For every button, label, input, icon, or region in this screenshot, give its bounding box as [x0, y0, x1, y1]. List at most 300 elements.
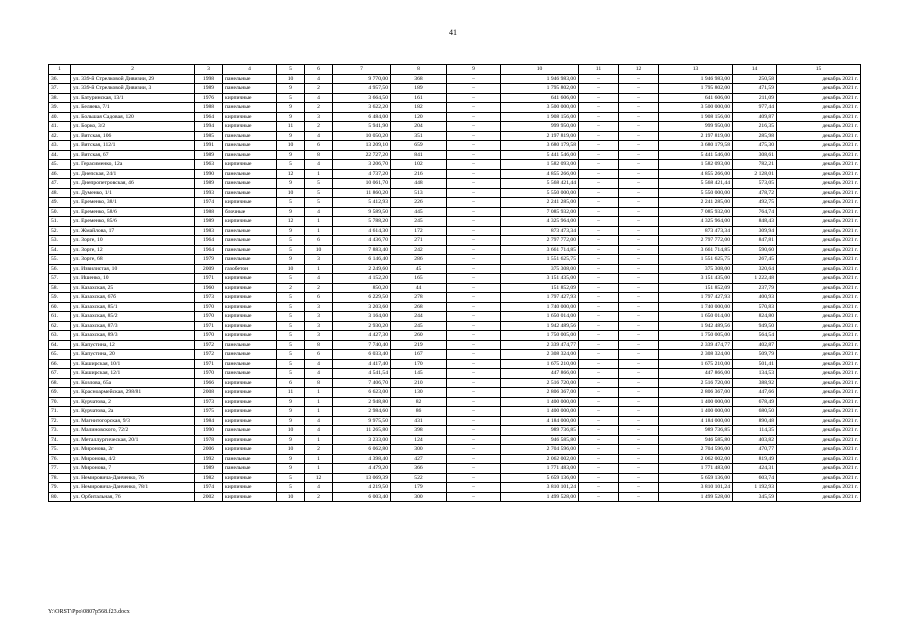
table-cell: – — [447, 141, 501, 151]
table-cell: – — [579, 464, 619, 474]
table-cell: декабрь 2021 г. — [777, 198, 861, 208]
table-cell: 300 — [391, 445, 447, 455]
table-cell: декабрь 2021 г. — [777, 226, 861, 236]
table-row — [49, 207, 861, 217]
table-cell: 3 661 714,85 — [659, 245, 733, 255]
page-number: 41 — [449, 28, 457, 37]
table-cell: 949,50 — [733, 321, 777, 331]
table-cell: ул. Каширская, 12/1 — [71, 369, 195, 379]
table-cell: 44. — [49, 150, 71, 160]
table-cell: – — [619, 160, 659, 170]
table-cell: 286 — [391, 255, 447, 265]
table-cell: 9 770,00 — [333, 74, 391, 84]
table-cell: 2 948,80 — [333, 397, 391, 407]
column-header: 8 — [391, 65, 447, 75]
table-cell: – — [447, 350, 501, 360]
table-row — [49, 321, 861, 331]
table-cell: – — [579, 388, 619, 398]
table-cell: 366 — [391, 464, 447, 474]
table-cell: – — [447, 464, 501, 474]
table-cell: – — [447, 378, 501, 388]
table-cell: – — [619, 74, 659, 84]
table-cell: панельные — [223, 226, 277, 236]
table-cell: 38. — [49, 93, 71, 103]
table-cell: кирпичные — [223, 160, 277, 170]
table-cell: декабрь 2021 г. — [777, 112, 861, 122]
table-cell: 2 797 772,00 — [659, 236, 733, 246]
table-cell: – — [619, 464, 659, 474]
table-cell: 179 — [391, 483, 447, 493]
table-cell: ул. 339-й Стрелковой Дивизии, 29 — [71, 74, 195, 84]
table-cell: 5 550 000,00 — [659, 188, 733, 198]
table-cell: 3 810 101,24 — [501, 483, 579, 493]
table-row — [49, 274, 861, 284]
table-cell: – — [579, 131, 619, 141]
table-cell: 1964 — [195, 245, 223, 255]
table-cell: – — [619, 245, 659, 255]
table-cell: кирпичные — [223, 274, 277, 284]
table-cell: 1983 — [195, 226, 223, 236]
table-cell: 2 241 285,00 — [659, 198, 733, 208]
table-cell: – — [579, 340, 619, 350]
table-cell: – — [447, 454, 501, 464]
table-cell: 1 — [305, 226, 333, 236]
table-cell: 9 — [277, 435, 305, 445]
table-cell: 403,82 — [733, 435, 777, 445]
table-cell: 12 — [277, 217, 305, 227]
table-cell: 6 062,80 — [333, 445, 391, 455]
table-cell: 590,60 — [733, 245, 777, 255]
table-cell: 63. — [49, 331, 71, 341]
table-cell: – — [619, 445, 659, 455]
table-cell: – — [447, 74, 501, 84]
table-cell: 2 516 720,00 — [501, 378, 579, 388]
header-row — [49, 65, 861, 75]
table-cell: 492,75 — [733, 198, 777, 208]
column-header: 14 — [733, 65, 777, 75]
table-cell: 375 308,00 — [501, 264, 579, 274]
table-cell: – — [447, 397, 501, 407]
table-cell: 3 — [305, 331, 333, 341]
table-cell: панельные — [223, 169, 277, 179]
table-cell: 165 — [391, 274, 447, 284]
table-cell: 345,59 — [733, 492, 777, 502]
table-cell: 424,31 — [733, 464, 777, 474]
table-cell: 351 — [391, 131, 447, 141]
table-cell: 946 585,80 — [659, 435, 733, 445]
table-cell: ул. Капустина, 12 — [71, 340, 195, 350]
table-cell: панельные — [223, 131, 277, 141]
table-cell: 4 184 000,00 — [659, 416, 733, 426]
table-cell: ул. Казахская, 89/3 — [71, 331, 195, 341]
table-cell: 124 — [391, 435, 447, 445]
table-cell: – — [579, 454, 619, 464]
table-cell: декабрь 2021 г. — [777, 188, 861, 198]
table-cell: кирпичные — [223, 312, 277, 322]
table-cell: ул. Зорге, 10 — [71, 236, 195, 246]
table-cell: декабрь 2021 г. — [777, 388, 861, 398]
column-header: 7 — [333, 65, 391, 75]
table-cell: 1989 — [195, 179, 223, 189]
table-cell: – — [619, 454, 659, 464]
table-cell: 2 984,60 — [333, 407, 391, 417]
table-cell: 52. — [49, 226, 71, 236]
table-cell: 1971 — [195, 359, 223, 369]
table-cell: 78. — [49, 473, 71, 483]
table-cell: 5 — [277, 236, 305, 246]
table-cell: 271 — [391, 236, 447, 246]
table-cell: – — [447, 492, 501, 502]
table-cell: 41. — [49, 122, 71, 132]
table-cell: 977,44 — [733, 103, 777, 113]
table-cell: 9 — [277, 150, 305, 160]
table-cell: 1 650 014,00 — [501, 312, 579, 322]
table-cell: 10 — [277, 264, 305, 274]
table-cell: панельные — [223, 369, 277, 379]
table-cell: 1 582 093,00 — [501, 160, 579, 170]
table-cell: 641 606,00 — [501, 93, 579, 103]
table-cell: 5 — [277, 245, 305, 255]
table-cell: кирпичные — [223, 397, 277, 407]
table-cell: панельные — [223, 426, 277, 436]
table-cell: 1972 — [195, 350, 223, 360]
table-cell: 1 771 483,00 — [501, 464, 579, 474]
table-cell: декабрь 2021 г. — [777, 312, 861, 322]
table-cell: 1 — [305, 407, 333, 417]
table-row — [49, 264, 861, 274]
table-cell: ул. Герасименко, 12а — [71, 160, 195, 170]
table-cell: декабрь 2021 г. — [777, 454, 861, 464]
table-cell: 8 — [305, 378, 333, 388]
table-cell: – — [447, 445, 501, 455]
table-cell: ул. Казахская, 85/2 — [71, 312, 195, 322]
table-cell: 3 — [305, 255, 333, 265]
table-cell: 1971 — [195, 274, 223, 284]
table-row — [49, 131, 861, 141]
table-cell: 641 606,00 — [659, 93, 733, 103]
table-cell: 2 704 596,00 — [501, 445, 579, 455]
table-cell: 2 — [305, 445, 333, 455]
table-cell: 5 — [277, 302, 305, 312]
table-cell: 10 — [277, 426, 305, 436]
table-cell: 82 — [391, 397, 447, 407]
table-cell: 250,58 — [733, 74, 777, 84]
table-cell: 6 — [305, 236, 333, 246]
table-cell: 22 727,20 — [333, 150, 391, 160]
table-cell: декабрь 2021 г. — [777, 302, 861, 312]
table-cell: 67. — [49, 369, 71, 379]
table-cell: ул. Жмайлова, 17 — [71, 226, 195, 236]
table-cell: 8 — [305, 150, 333, 160]
table-cell: 659 — [391, 141, 447, 151]
table-cell: ул. Миронова, 4/2 — [71, 454, 195, 464]
table-cell: 3 151 435,00 — [501, 274, 579, 284]
column-header: 1 — [49, 65, 71, 75]
table-cell: 573,05 — [733, 179, 777, 189]
table-cell: 848,43 — [733, 217, 777, 227]
table-cell: 245 — [391, 217, 447, 227]
table-cell: – — [579, 312, 619, 322]
table-cell: – — [619, 84, 659, 94]
table-cell: 1992 — [195, 454, 223, 464]
table-cell: 2 704 596,00 — [659, 445, 733, 455]
table-cell: 447,66 — [733, 388, 777, 398]
table-cell: декабрь 2021 г. — [777, 141, 861, 151]
table-cell: декабрь 2021 г. — [777, 340, 861, 350]
table-cell: 55. — [49, 255, 71, 265]
table-cell: кирпичные — [223, 198, 277, 208]
table-cell: 1970 — [195, 331, 223, 341]
table-cell: 62. — [49, 321, 71, 331]
table-cell: 4 — [305, 416, 333, 426]
table-cell: 2002 — [195, 492, 223, 502]
table-cell: 3 664,50 — [333, 93, 391, 103]
table-cell: 12 — [305, 473, 333, 483]
table-cell: 1994 — [195, 122, 223, 132]
table-cell: – — [619, 274, 659, 284]
table-cell: 1982 — [195, 473, 223, 483]
table-cell: 2 516 720,00 — [659, 378, 733, 388]
table-cell: 1 795 802,00 — [659, 84, 733, 94]
table-cell: декабрь 2021 г. — [777, 84, 861, 94]
table-cell: 1 400 000,00 — [501, 407, 579, 417]
table-cell: 74. — [49, 435, 71, 445]
table-cell: 1972 — [195, 340, 223, 350]
table-cell: ул. Днепропетровская, 46 — [71, 179, 195, 189]
table-cell: 161 — [391, 93, 447, 103]
table-cell: панельные — [223, 150, 277, 160]
table-cell: 114,35 — [733, 426, 777, 436]
table-cell: декабрь 2021 г. — [777, 169, 861, 179]
table-cell: 1 — [305, 464, 333, 474]
table-cell: – — [447, 84, 501, 94]
table-cell: ул. Казахская, 25 — [71, 283, 195, 293]
table-cell: газобетон — [223, 264, 277, 274]
table-cell: 285,98 — [733, 131, 777, 141]
table-cell: 5 — [277, 483, 305, 493]
table-cell: 1 908 156,00 — [659, 112, 733, 122]
table-cell: 999 950,00 — [501, 122, 579, 132]
table-cell: – — [447, 245, 501, 255]
table-cell: 11 — [277, 122, 305, 132]
table-cell: 5 — [277, 473, 305, 483]
table-cell: панельные — [223, 255, 277, 265]
table-cell: 1 675 210,00 — [501, 359, 579, 369]
table-cell: – — [619, 93, 659, 103]
table-cell: 167 — [391, 350, 447, 360]
table-cell: 4 — [305, 160, 333, 170]
table-row — [49, 407, 861, 417]
table-cell: 447 866,00 — [659, 369, 733, 379]
table-cell: панельные — [223, 464, 277, 474]
table-cell: 1 908 156,00 — [501, 112, 579, 122]
table-row — [49, 293, 861, 303]
table-cell: 398 — [391, 426, 447, 436]
table-cell: 7 740,40 — [333, 340, 391, 350]
table-cell: – — [579, 84, 619, 94]
table-cell: 48. — [49, 188, 71, 198]
table-cell: 2 197 819,00 — [501, 131, 579, 141]
table-cell: декабрь 2021 г. — [777, 492, 861, 502]
table-cell: 890,48 — [733, 416, 777, 426]
table-row — [49, 283, 861, 293]
table-cell: 56. — [49, 264, 71, 274]
table-cell: 388,92 — [733, 378, 777, 388]
table-cell: 5 441 546,00 — [501, 150, 579, 160]
table-cell: – — [619, 302, 659, 312]
table-cell: 1975 — [195, 407, 223, 417]
table-cell: 1989 — [195, 464, 223, 474]
table-cell: ул. Большая Садовая, 120 — [71, 112, 195, 122]
table-cell: 9 — [277, 207, 305, 217]
table-cell: – — [579, 103, 619, 113]
table-row — [49, 312, 861, 322]
table-cell: 60. — [49, 302, 71, 312]
table-cell: 1 — [305, 169, 333, 179]
file-path-footer: Y:\ORST\Ppo\0807p568.f23.docx — [48, 609, 130, 615]
table-cell: 210 — [391, 378, 447, 388]
table-cell: – — [579, 321, 619, 331]
table-cell: ул. Миронова, 2г — [71, 445, 195, 455]
table-cell: 1 582 093,00 — [659, 160, 733, 170]
table-cell: ул. Красноармейская, 298/81 — [71, 388, 195, 398]
table-cell: 6 146,40 — [333, 255, 391, 265]
table-cell: 4 — [305, 131, 333, 141]
table-cell: 5 — [277, 331, 305, 341]
table-cell: 10 — [305, 245, 333, 255]
table-cell: 1 946 983,00 — [659, 74, 733, 84]
table-cell: 1 750 005,00 — [501, 331, 579, 341]
table-cell: – — [447, 388, 501, 398]
table-row — [49, 112, 861, 122]
table-cell: 1 400 000,00 — [659, 397, 733, 407]
table-cell: 375 308,00 — [659, 264, 733, 274]
table-cell: 5 — [277, 274, 305, 284]
table-cell: 5 568 421,44 — [501, 179, 579, 189]
table-cell: ул. Немировича-Данченко, 78/1 — [71, 483, 195, 493]
table-cell: – — [619, 122, 659, 132]
table-cell: 5 — [305, 188, 333, 198]
table-cell: – — [447, 321, 501, 331]
table-row — [49, 236, 861, 246]
table-cell: 9 — [277, 397, 305, 407]
table-cell: 847,81 — [733, 236, 777, 246]
table-cell: 1 795 802,00 — [501, 84, 579, 94]
table-cell: 1979 — [195, 255, 223, 265]
table-cell: 1973 — [195, 293, 223, 303]
table-cell: – — [579, 445, 619, 455]
table-cell: – — [619, 264, 659, 274]
table-cell: ул. Казахская, 85/1 — [71, 302, 195, 312]
column-header: 10 — [501, 65, 579, 75]
table-cell: 5 568 421,44 — [659, 179, 733, 189]
table-cell: 4 855 266,00 — [659, 169, 733, 179]
table-cell: – — [579, 350, 619, 360]
table-cell: – — [619, 483, 659, 493]
table-cell: 4 — [305, 483, 333, 493]
table-cell: 2 — [305, 283, 333, 293]
table-cell: 204 — [391, 122, 447, 132]
table-cell: 65. — [49, 350, 71, 360]
table-row — [49, 198, 861, 208]
table-cell: 182 — [391, 103, 447, 113]
table-cell: – — [579, 93, 619, 103]
table-cell: 1 499 528,00 — [501, 492, 579, 502]
table-cell: 509,79 — [733, 350, 777, 360]
table-cell: 6 — [305, 141, 333, 151]
table-cell: 4 325 964,00 — [659, 217, 733, 227]
table-cell: 2 249,60 — [333, 264, 391, 274]
table-cell: 1 222,48 — [733, 274, 777, 284]
table-cell: 470,77 — [733, 445, 777, 455]
table-cell: 6 — [305, 293, 333, 303]
table-cell: панельные — [223, 103, 277, 113]
table-cell: 564,54 — [733, 331, 777, 341]
table-cell: 47. — [49, 179, 71, 189]
table-cell: 1 740 000,00 — [501, 302, 579, 312]
table-cell: 850,20 — [333, 283, 391, 293]
table-cell: – — [579, 179, 619, 189]
table-cell: 57. — [49, 274, 71, 284]
table-cell: 5 788,20 — [333, 217, 391, 227]
table-cell: 245 — [391, 321, 447, 331]
table-cell: 308,61 — [733, 150, 777, 160]
table-cell: декабрь 2021 г. — [777, 445, 861, 455]
table-cell: 4 — [305, 426, 333, 436]
table-cell: 64. — [49, 340, 71, 350]
table-cell: 49. — [49, 198, 71, 208]
table-cell: 3 151 435,00 — [659, 274, 733, 284]
table-cell: 4 — [305, 207, 333, 217]
table-cell: декабрь 2021 г. — [777, 103, 861, 113]
table-cell: 5 — [305, 179, 333, 189]
table-row — [49, 350, 861, 360]
table-cell: ул. Вятская, 112/1 — [71, 141, 195, 151]
table-cell: 1988 — [195, 207, 223, 217]
table-cell: 1985 — [195, 131, 223, 141]
table-cell: – — [619, 492, 659, 502]
table-cell: кирпичные — [223, 416, 277, 426]
table-cell: – — [447, 359, 501, 369]
table-cell: 4 219,50 — [333, 483, 391, 493]
table-cell: 4 427,30 — [333, 331, 391, 341]
table-cell: 50. — [49, 207, 71, 217]
table-cell: 4 957,50 — [333, 84, 391, 94]
table-cell: 42. — [49, 131, 71, 141]
table-cell: – — [579, 435, 619, 445]
table-cell: – — [447, 122, 501, 132]
table-cell: ул. Еременко, 58/6 — [71, 207, 195, 217]
table-cell: 841 — [391, 150, 447, 160]
table-cell: ул. Зорге, 12 — [71, 245, 195, 255]
table-cell: 1976 — [195, 93, 223, 103]
table-cell: декабрь 2021 г. — [777, 131, 861, 141]
table-cell: – — [579, 188, 619, 198]
table-cell: – — [579, 150, 619, 160]
table-cell: декабрь 2021 г. — [777, 236, 861, 246]
table-cell: 1 400 000,00 — [501, 397, 579, 407]
table-cell: 278 — [391, 293, 447, 303]
table-cell: 10 — [277, 188, 305, 198]
table-row — [49, 169, 861, 179]
table-cell: 1989 — [195, 217, 223, 227]
table-cell: 11 — [277, 388, 305, 398]
table-cell: декабрь 2021 г. — [777, 378, 861, 388]
table-cell: ул. Козлова, 65а — [71, 378, 195, 388]
table-cell: 7 883,40 — [333, 245, 391, 255]
table-cell: 11 265,80 — [333, 426, 391, 436]
table-cell: 1990 — [195, 169, 223, 179]
